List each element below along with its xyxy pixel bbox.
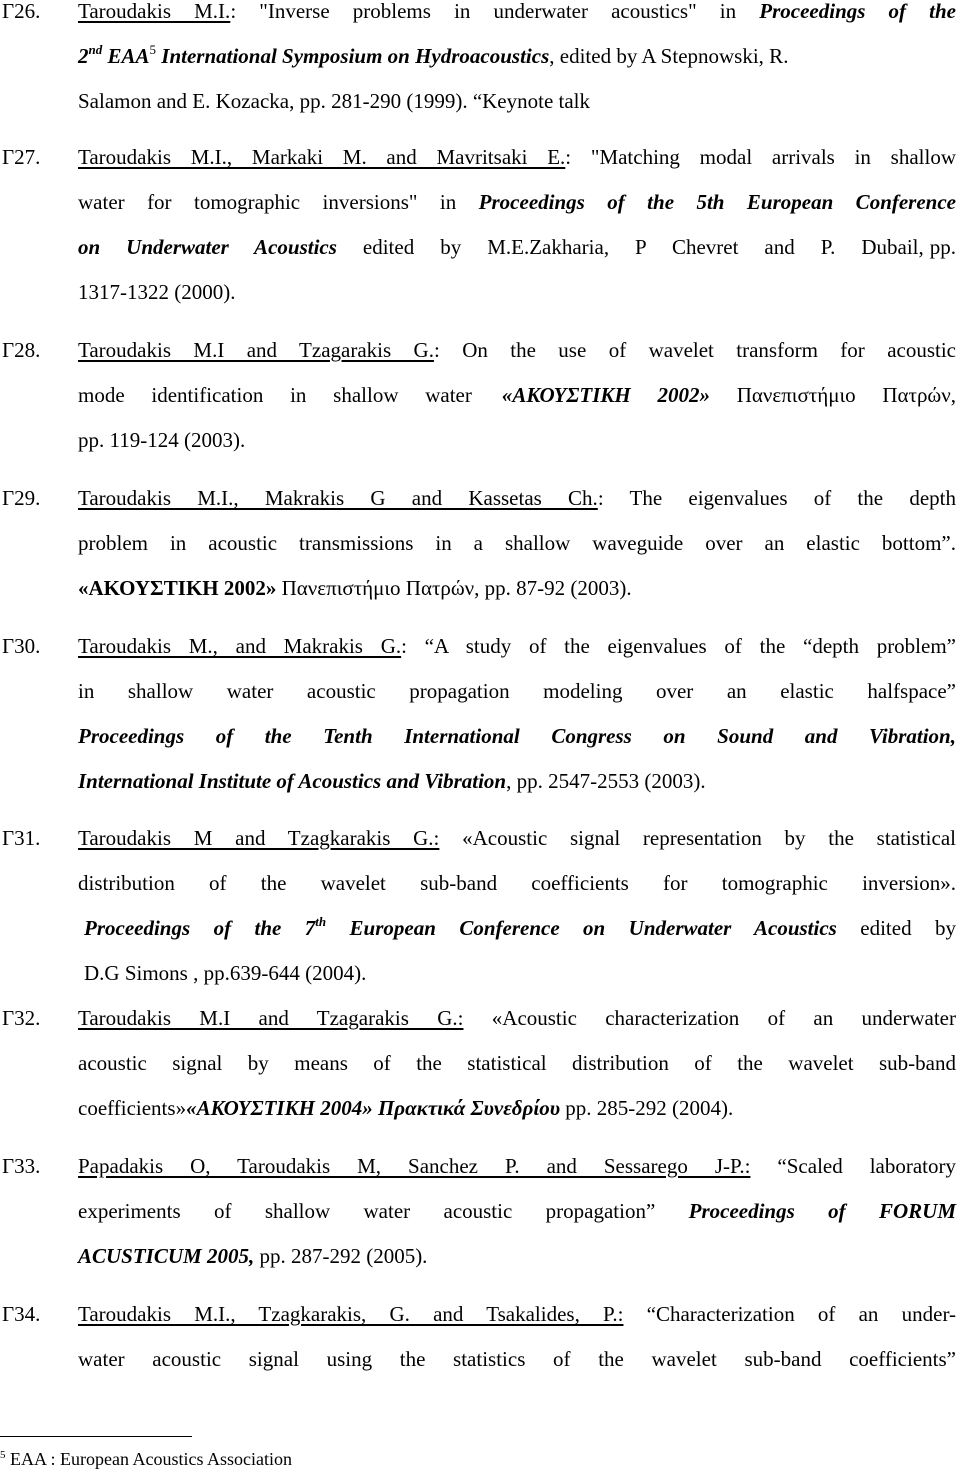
footnote-rule [0,1436,192,1437]
footnote-marker: 5 [149,42,157,57]
reference-venue: Proceedings of FORUM [655,1199,956,1223]
reference-authors: Taroudakis M.I. [78,0,231,23]
footnote-marker: 5 [0,1449,6,1461]
reference-line: Papadakis O, Taroudakis M, Sanchez P. and Sessarego J-P.: “Scaled laboratory [78,1154,957,1178]
reference-venue: Proceedings of the [759,0,957,23]
reference-line: Taroudakis M.I and Tzagarakis G.: On the use of wavelet transform for acoustic [78,338,956,362]
reference-venue: Proceedings of the Tenth International Congress on Sound and Vibration, [78,724,956,748]
reference-line: 1317-1322 (2000). [78,280,236,304]
reference-number: Γ26. [2,0,41,23]
reference-line: water acoustic signal using the statistics of the wavelet sub-band coefficients” [78,1347,956,1371]
reference-authors: Taroudakis M.I., Makrakis G and Kassetas Ch. [78,486,598,510]
reference-number: Γ30. [2,634,41,658]
reference-line: «ΑΚΟΥΣΤΙΚΗ 2002» Πανεπιστήμιο Πατρών, pp. 87-92 (2003). [78,576,632,600]
reference-line: Taroudakis M and Tzagkarakis G.: «Acoustic signal representation by the statistical [78,826,956,850]
reference-venue: Proceedings of the 7 [84,916,316,940]
reference-line: Taroudakis M.I.: "Inverse problems in underwater acoustics" in Proceedings of the [78,0,957,23]
reference-line: mode identification in shallow water «ΑΚΟΥΣΤΙΚΗ 2002» Πανεπιστήμιο Πατρών, [78,383,956,407]
reference-line: International Institute of Acoustics and Vibration, pp. 2547-2553 (2003). [78,769,706,793]
reference-number: Γ32. [2,1006,41,1030]
reference-number: Γ34. [2,1302,41,1326]
reference-line: acoustic signal by means of the statistical distribution of the wavelet sub-band [78,1051,956,1075]
reference-line: Taroudakis M., and Makrakis G.: “A study of the eigenvalues of the “depth problem” [78,634,956,658]
reference-line: distribution of the wavelet sub-band coefficients for tomographic inversion». [78,871,956,895]
reference-venue: «ΑΚΟΥΣΤΙΚΗ 2002» [501,383,710,407]
reference-line: Taroudakis M.I., Tzagkarakis, G. and Tsakalides, P.: “Characterization of an under- [78,1302,957,1326]
footnote [0,1444,292,1477]
reference-authors: Taroudakis M.I and Tzagarakis G.: [78,1006,464,1030]
reference-line: D.G Simons , pp.639-644 (2004). [84,961,367,985]
reference-authors: Taroudakis M., and Makrakis G. [78,634,402,658]
reference-line: Taroudakis M.I and Tzagarakis G.: «Acoustic characterization of an underwater [78,1006,956,1030]
reference-authors: Papadakis O, Taroudakis M, Sanchez P. and Sessarego J-P.: [78,1154,751,1178]
reference-venue: «ΑΚΟΥΣΤΙΚΗ 2004» Πρακτικά Συνεδρίου [186,1096,560,1120]
reference-venue: Proceedings of the 5th European Conference [478,190,956,214]
reference-authors: Taroudakis M and Tzagkarakis G.: [78,826,440,850]
reference-authors: Taroudakis M.I and Tzagarakis G. [78,338,434,362]
reference-line: Proceedings of the 7th European Conference on Underwater Acoustics edited by [84,914,956,940]
reference-line: water for tomographic inversions" in Proceedings of the 5th European Conference [78,190,956,214]
reference-line: Taroudakis M.I., Makrakis G and Kassetas Ch.: The eigenvalues of the depth [78,486,956,510]
reference-line: in shallow water acoustic propagation modeling over an elastic halfspace” [78,679,956,703]
reference-number: Γ28. [2,338,41,362]
reference-line: problem in acoustic transmissions in a shallow waveguide over an elastic bottom”. [78,531,956,555]
reference-number: Γ31. [2,826,41,850]
reference-line: 2nd EAA$^5$ International Symposium on Hydroacoustics, edited by A Stepnowski, R. [78,42,789,68]
reference-authors: Taroudakis M.I., Markaki M. and Mavritsaki E. [78,145,566,169]
reference-authors: Taroudakis M.I., Tzagkarakis, G. and Tsakalides, P.: [78,1302,624,1326]
footnote-text: EAA : European Acoustics Association [5,1449,292,1469]
reference-line: on Underwater Acoustics edited by M.E.Zakharia, P Chevret and P. Dubail, pp. [78,235,956,259]
reference-line: ACUSTICUM 2005, pp. 287-292 (2005). [78,1244,428,1268]
reference-line: experiments of shallow water acoustic propagation” Proceedings of FORUM [78,1199,956,1223]
reference-number: Γ33. [2,1154,41,1178]
reference-number: Γ29. [2,486,41,510]
reference-line: coefficients»«ΑΚΟΥΣΤΙΚΗ 2004» Πρακτικά Συνεδρίου pp. 285-292 (2004). [78,1096,734,1120]
reference-line: pp. 119-124 (2003). [78,428,246,452]
reference-venue: «ΑΚΟΥΣΤΙΚΗ 2002» [78,576,277,600]
reference-line: Taroudakis M.I., Markaki M. and Mavritsaki E.: "Matching modal arrivals in shallow [78,145,956,169]
reference-number: Γ27. [2,145,41,169]
reference-line: Salamon and E. Kozacka, pp. 281-290 (1999). “Keynote talk [78,89,591,113]
